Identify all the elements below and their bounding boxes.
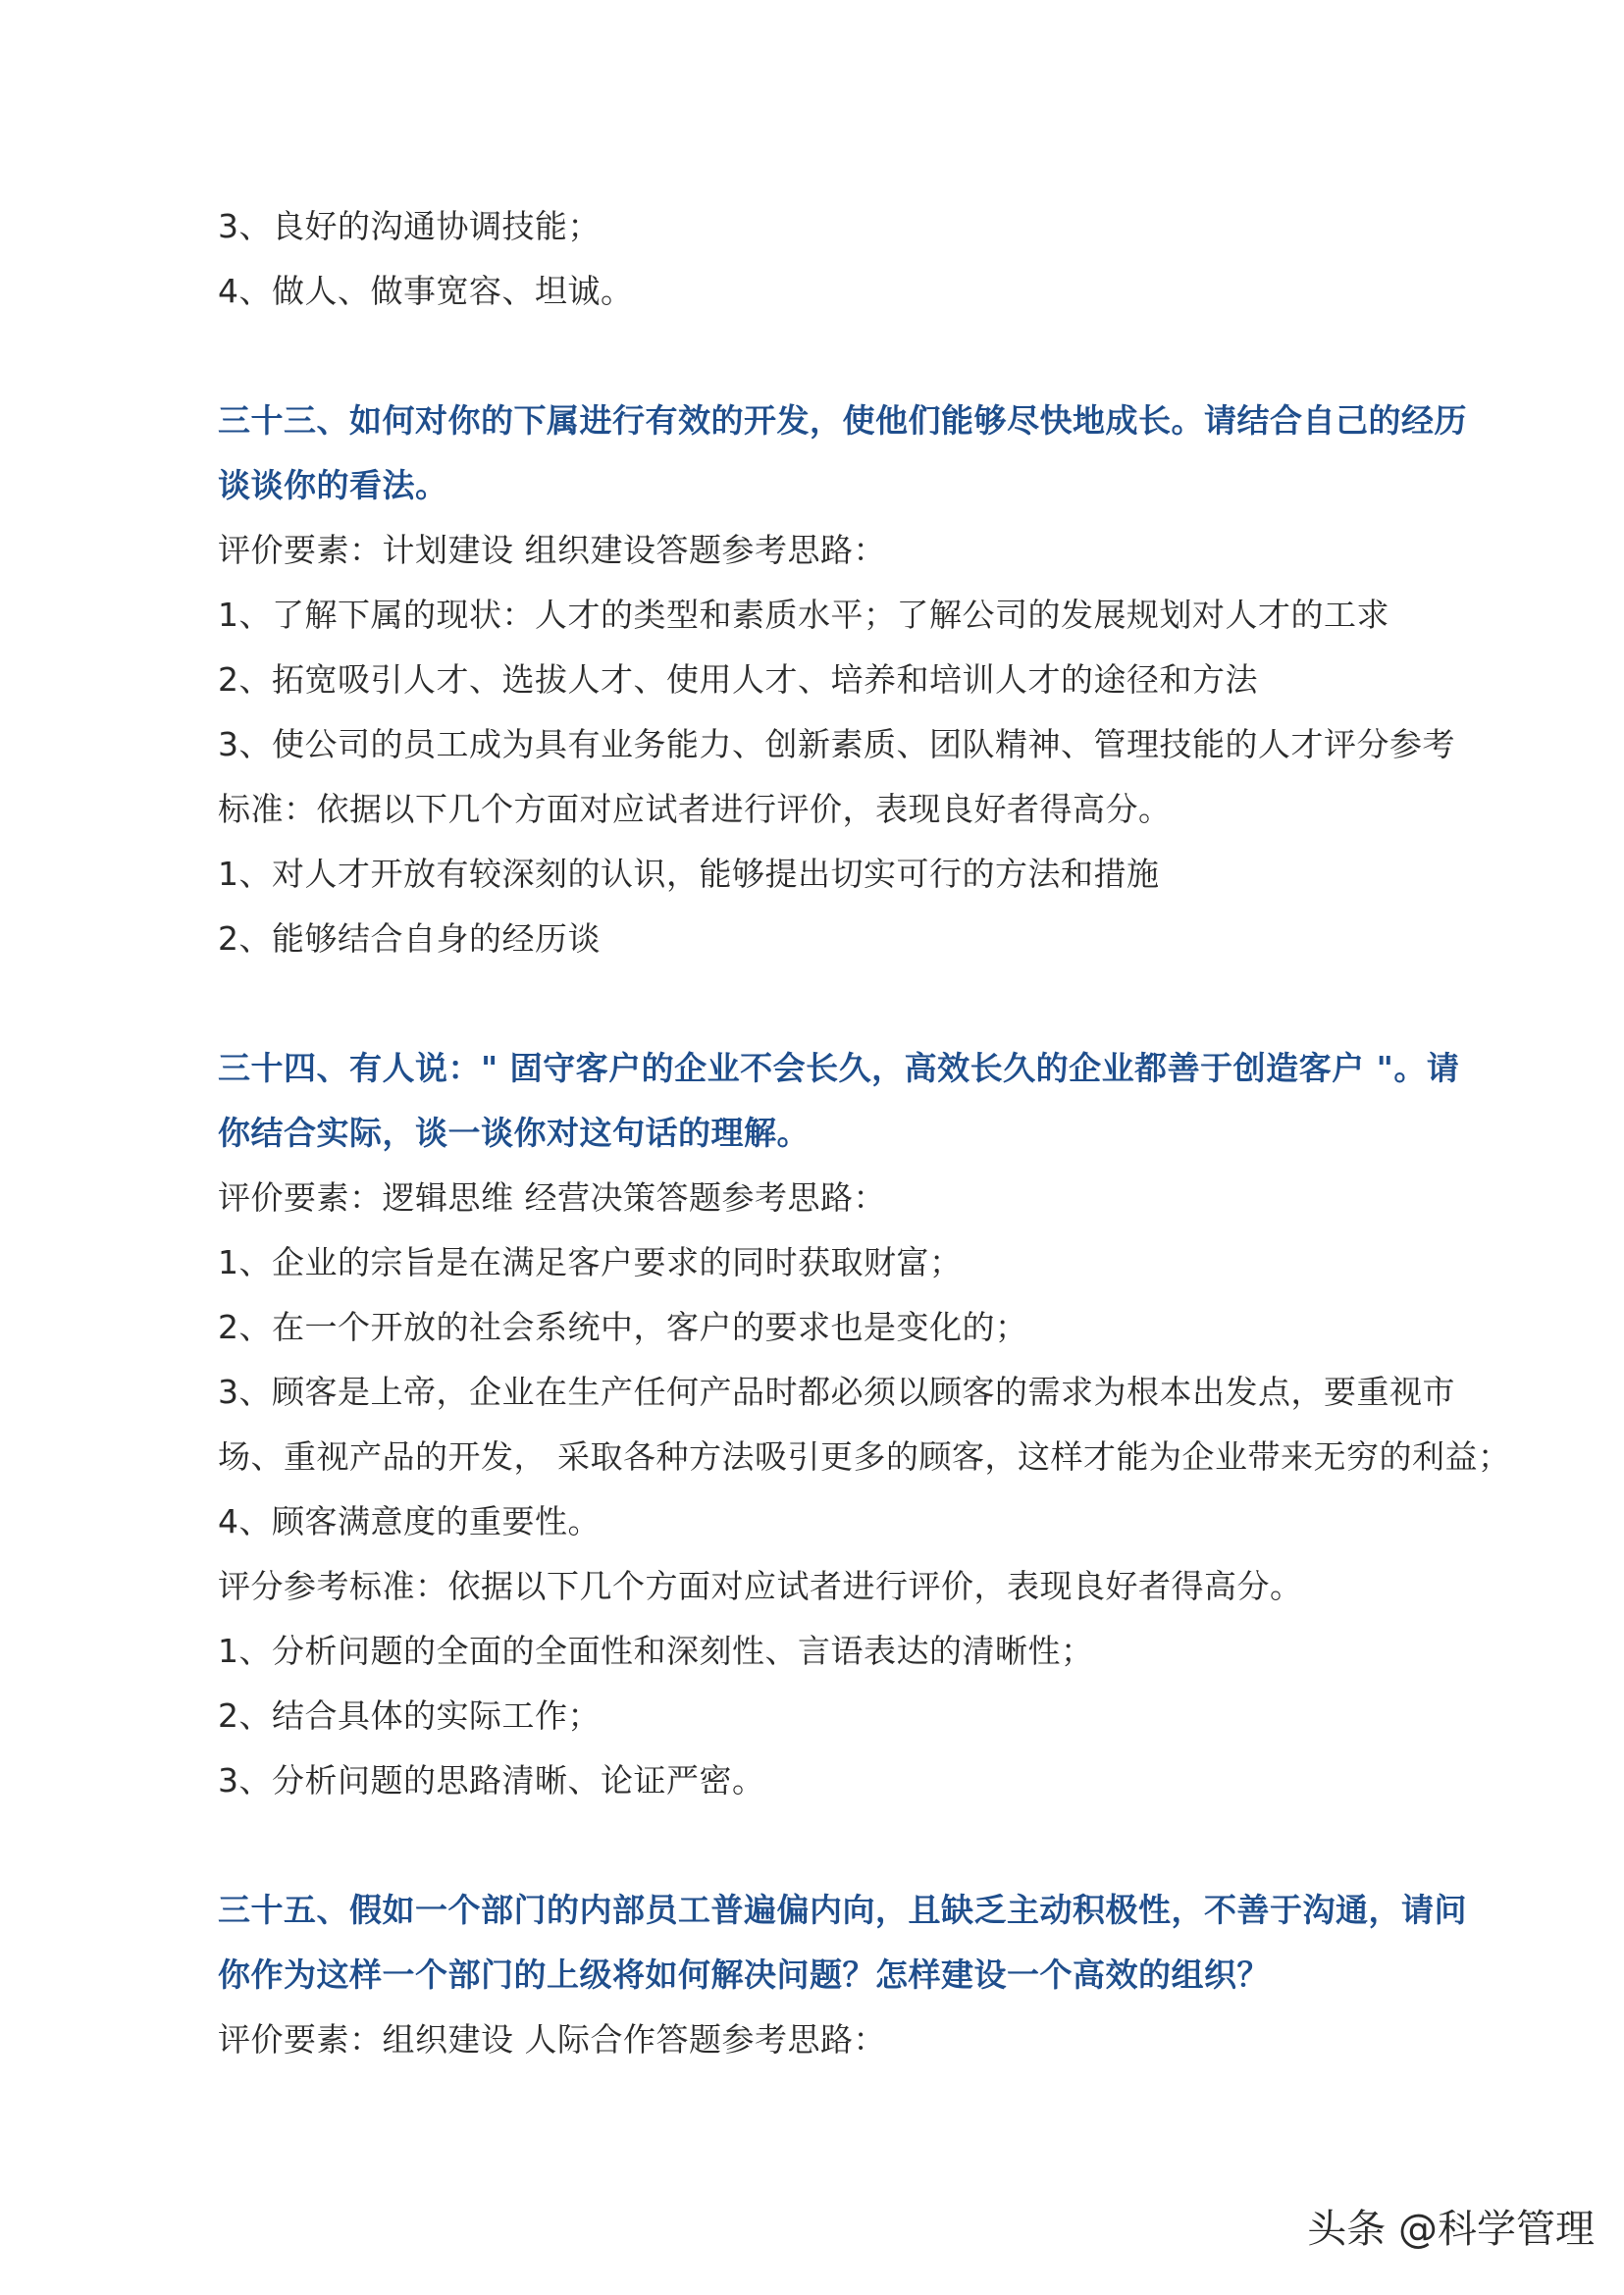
- scoring-standard: 评分参考标准：依据以下几个方面对应试者进行评价，表现良好者得高分。: [218, 1567, 1303, 1605]
- evaluation-elements: 评价要素：逻辑思维 经营决策答题参考思路：: [218, 1178, 886, 1217]
- list-item: 2、在一个开放的社会系统中，客户的要求也是变化的；: [218, 1308, 1028, 1346]
- section-gap: [218, 971, 1513, 1036]
- section-33-title-line-1: 三十三、如何对你的下属进行有效的开发，使他们能够尽快地成长。请结合自己的经历: [218, 401, 1467, 440]
- list-item: 3、分析问题的思路清晰、论证严密。: [218, 1761, 765, 1799]
- scoring-standard: 标准：依据以下几个方面对应试者进行评价，表现良好者得高分。: [218, 790, 1172, 828]
- evaluation-elements: 评价要素：组织建设 人际合作答题参考思路：: [218, 2020, 886, 2059]
- list-item: 3、使公司的员工成为具有业务能力、创新素质、团队精神、管理技能的人才评分参考: [218, 725, 1455, 763]
- section-32-tail: [218, 194, 1513, 324]
- section-35: [218, 1878, 1513, 2072]
- list-item: 3、良好的沟通协调技能；: [218, 207, 601, 245]
- section-33: [218, 389, 1513, 971]
- section-gap: [218, 1813, 1513, 1878]
- section-34: [218, 1036, 1513, 1813]
- section-gap: [218, 324, 1513, 389]
- list-item: 1、对人才开放有较深刻的认识，能够提出切实可行的方法和措施: [218, 855, 1160, 893]
- list-item: 1、企业的宗旨是在满足客户要求的同时获取财富；: [218, 1243, 963, 1281]
- list-item: 4、顾客满意度的重要性。: [218, 1502, 601, 1540]
- watermark: 头条 @科学管理: [1307, 2207, 1595, 2252]
- section-34-title-line-1: 三十四、有人说：" 固守客户的企业不会长久，高效长久的企业都善于创造客户 "。请: [218, 1049, 1460, 1087]
- list-item: 2、拓宽吸引人才、选拔人才、使用人才、培养和培训人才的途径和方法: [218, 660, 1258, 699]
- list-item: 3、顾客是上帝，企业在生产任何产品时都必须以顾客的需求为根本出发点，要重视市: [218, 1373, 1455, 1411]
- section-35-title-line-1: 三十五、假如一个部门的内部员工普遍偏内向，且缺乏主动积极性，不善于沟通，请问: [218, 1891, 1467, 1929]
- section-33-title-line-2: 谈谈你的看法。: [218, 466, 448, 504]
- list-item: 4、做人、做事宽容、坦诚。: [218, 272, 634, 310]
- evaluation-elements: 评价要素：计划建设 组织建设答题参考思路：: [218, 531, 886, 569]
- list-item: 1、分析问题的全面的全面性和深刻性、言语表达的清晰性；: [218, 1632, 1094, 1670]
- document-page: [218, 194, 1513, 2072]
- section-35-title-line-2: 你作为这样一个部门的上级将如何解决问题？怎样建设一个高效的组织？: [218, 1956, 1270, 1994]
- list-item: 1、了解下属的现状：人才的类型和素质水平；了解公司的发展规划对人才的工求: [218, 596, 1389, 634]
- list-item-continuation: 场、重视产品的开发， 采取各种方法吸引更多的顾客，这样才能为企业带来无穷的利益；: [218, 1437, 1511, 1476]
- list-item: 2、结合具体的实际工作；: [218, 1696, 601, 1735]
- section-34-title-line-2: 你结合实际，谈一谈你对这句话的理解。: [218, 1114, 810, 1152]
- list-item: 2、能够结合自身的经历谈: [218, 919, 601, 958]
